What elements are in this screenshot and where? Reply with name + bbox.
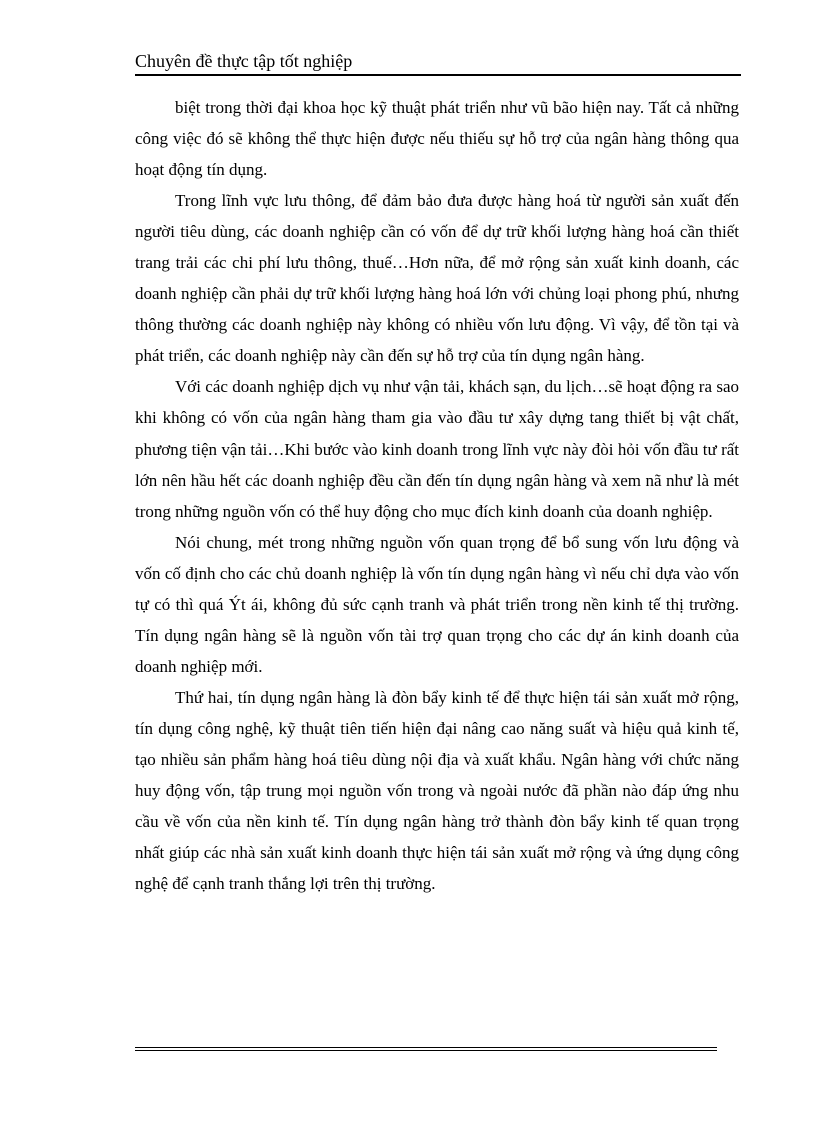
paragraph-capital-sources: Nói chung, mét trong những nguồn vốn quan trọng để bổ sung vốn lưu động và vốn cố định cho các chủ doanh nghiệp là vốn tín dụng ngân hàng vì nếu chỉ dựa vào vốn tự có thì quá Ýt ái, không đủ sức cạnh tranh và phát triển trong nền kinh tế thị trường. Tín dụng ngân hàng sẽ là nguồn vốn tài trợ quan trọng cho các dự án kinh doanh của doanh nghiệp mới. (135, 532, 739, 676)
paragraph-service-enterprises: Với các doanh nghiệp dịch vụ như vận tải, khách sạn, du lịch…sẽ hoạt động ra sao khi không có vốn của ngân hàng tham gia vào đầu tư xây dựng tang thiết bị vật chất, phương tiện vận tải…Khi bước vào kinh doanh trong lĩnh vực này đòi hỏi vốn đầu tư rất lớn nên hầu hết các doanh nghiệp đều cần đến tín dụng ngân hàng và xem nã như là mét trong những nguồn vốn có thể huy động cho mục đích kinh doanh của doanh nghiệp. (135, 377, 739, 521)
paragraph-circulation: Trong lĩnh vực lưu thông, để đảm bảo đưa được hàng hoá từ người sản xuất đến người tiêu dùng, các doanh nghiệp cần có vốn để dự trữ khối lượng hàng hoá cần thiết trang trải các chi phí lưu thông, thuế…Hơn nữa, để mở rộng sản xuất kinh doanh, các doanh nghiệp cần phải dự trữ khối lượng hàng hoá lớn với chủng loại phong phú, nhưng thông thường các doanh nghiệp này không có nhiều vốn lưu động. Vì vậy, để tồn tại và phát triển, các doanh nghiệp này cần đến sự hỗ trợ của tín dụng ngân hàng. (135, 191, 739, 366)
footer-divider (135, 1047, 717, 1051)
paragraph-economic-lever: Thứ hai, tín dụng ngân hàng là đòn bẩy kinh tế để thực hiện tái sản xuất mở rộng, tín dụng công nghệ, kỹ thuật tiên tiến hiện đại nâng cao năng suất và hiệu quả kinh tế, tạo nhiều sản phẩm hàng hoá tiêu dùng nội địa và xuất khẩu. Ngân hàng với chức năng huy động vốn, tập trung mọi nguồn vốn trong và ngoài nước đã phần nào đáp ứng nhu cầu về vốn của nền kinh tế. Tín dụng ngân hàng trở thành đòn bẩy kinh tế quan trọng nhất giúp các nhà sản xuất kinh doanh thực hiện tái sản xuất mở rộng và ứng dụng công nghệ để cạnh tranh thắng lợi trên thị trường. (135, 687, 739, 894)
document-body (135, 92, 739, 899)
paragraph-continuation: biệt trong thời đại khoa học kỹ thuật phát triển như vũ bão hiện nay. Tất cả những công việc đó sẽ không thể thực hiện được nếu thiếu sự hỗ trợ của ngân hàng thông qua hoạt động tín dụng. (135, 98, 739, 180)
page-header (135, 48, 741, 76)
header-title: Chuyên đề thực tập tốt nghiệp (135, 51, 353, 71)
